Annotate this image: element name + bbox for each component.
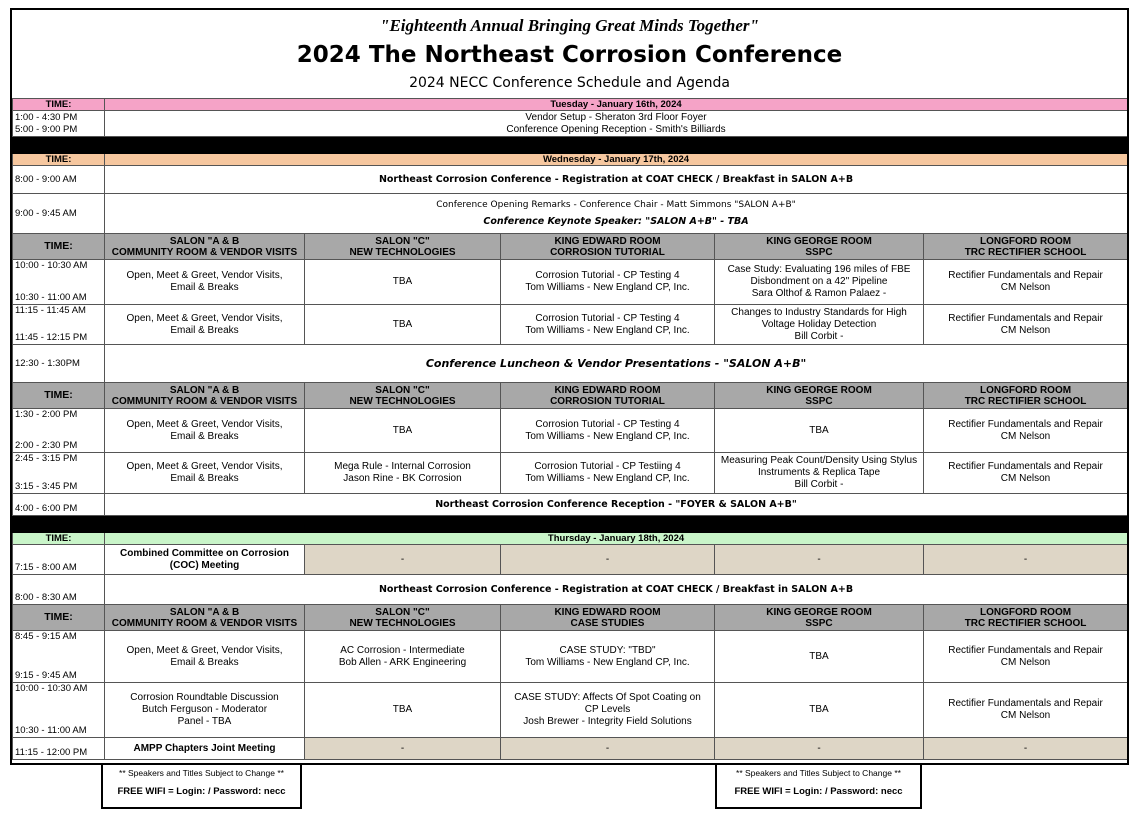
session-salon-c: TBA: [305, 683, 501, 738]
ampp-row: [13, 738, 1128, 760]
room-salon-c: SALON "C" NEW TECHNOLOGIES: [305, 383, 501, 409]
session-salon-ab: Open, Meet & Greet, Vendor Visits, Email & Breaks: [105, 631, 305, 683]
session-row: [13, 111, 1128, 137]
time-slot: 1:00 - 4:30 PM 5:00 - 9:00 PM: [13, 111, 105, 137]
agenda-header: [12, 10, 1127, 98]
room-longford: LONGFORD ROOM TRC RECTIFIER SCHOOL: [924, 383, 1128, 409]
slot-end: 3:15 - 3:45 PM: [15, 481, 78, 492]
session-king-george: Case Study: Evaluating 196 miles of FBE Disbondment on a 42" Pipeline Sara Olthof & Ramon Palaez -: [715, 260, 924, 305]
session-longford: Rectifier Fundamentals and Repair CM Nelson: [924, 409, 1128, 453]
room-longford: LONGFORD ROOM TRC RECTIFIER SCHOOL: [924, 605, 1128, 631]
session-king-edward: CASE STUDY: "TBD" Tom Williams - New England CP, Inc.: [501, 631, 715, 683]
keynote-speaker: Conference Keynote Speaker: "SALON A+B" - TBA: [483, 216, 749, 227]
empty-cell: -: [715, 545, 924, 575]
reception-row: [13, 494, 1128, 516]
footer-note-right: [715, 765, 922, 809]
schedule-table: [12, 98, 1128, 760]
session-king-george: TBA: [715, 683, 924, 738]
slot-end: 10:30 - 11:00 AM: [15, 725, 87, 736]
session-row: [13, 260, 1128, 305]
room-king-edward: KING EDWARD ROOM CASE STUDIES: [501, 605, 715, 631]
room-king-george: KING GEORGE ROOM SSPC: [715, 605, 924, 631]
separator-row: [13, 516, 1128, 533]
registration-row: [13, 166, 1128, 194]
time-header: TIME:: [13, 234, 105, 260]
time-slot: 12:30 - 1:30PM: [13, 345, 105, 383]
slot-start: 10:00 - 10:30 AM: [15, 260, 88, 271]
empty-cell: -: [501, 738, 715, 760]
day-row-tuesday: [13, 99, 1128, 111]
session-salon-ab: Corrosion Roundtable Discussion Butch Ferguson - Moderator Panel - TBA: [105, 683, 305, 738]
event: Northeast Corrosion Conference Reception - "FOYER & SALON A+B": [105, 494, 1128, 516]
time-slot: 9:00 - 9:45 AM: [13, 194, 105, 234]
slot-end: 10:30 - 11:00 AM: [15, 292, 87, 303]
room-king-george: KING GEORGE ROOM SSPC: [715, 383, 924, 409]
room-header-row: [13, 605, 1128, 631]
slot-start: 2:45 - 3:15 PM: [15, 453, 78, 464]
day-label: Thursday - January 18th, 2024: [105, 533, 1128, 545]
time-slot: [13, 453, 105, 494]
separator-row: [13, 137, 1128, 154]
slot-end: 2:00 - 2:30 PM: [15, 440, 78, 451]
time-header: TIME:: [13, 605, 105, 631]
slot-start: 11:15 - 11:45 AM: [15, 305, 86, 316]
empty-cell: -: [305, 545, 501, 575]
registration-row: [13, 575, 1128, 605]
footer-note-left: [101, 765, 302, 809]
session-king-edward: Corrosion Tutorial - CP Testing 4 Tom Williams - New England CP, Inc.: [501, 260, 715, 305]
speakers-note: ** Speakers and Titles Subject to Change **: [736, 768, 901, 778]
session-row: [13, 409, 1128, 453]
agenda-subheading: 2024 NECC Conference Schedule and Agenda: [409, 75, 730, 91]
time-slot: [13, 305, 105, 345]
session-salon-c: TBA: [305, 305, 501, 345]
empty-cell: -: [924, 738, 1128, 760]
room-salon-ab: SALON "A & B COMMUNITY ROOM & VENDOR VISITS: [105, 383, 305, 409]
time-header: TIME:: [13, 383, 105, 409]
day-label: Wednesday - January 17th, 2024: [105, 154, 1128, 166]
time-slot: [13, 260, 105, 305]
empty-cell: -: [715, 738, 924, 760]
session-salon-c: Mega Rule - Internal Corrosion Jason Rine - BK Corrosion: [305, 453, 501, 494]
time-slot: 4:00 - 6:00 PM: [13, 494, 105, 516]
session-king-george: Changes to Industry Standards for High Voltage Holiday Detection Bill Corbit -: [715, 305, 924, 345]
wifi-info: FREE WIFI = Login: / Password: necc: [117, 786, 286, 797]
day-row-thursday: [13, 533, 1128, 545]
time-slot: [13, 683, 105, 738]
ampp-meeting: AMPP Chapters Joint Meeting: [105, 738, 305, 760]
session-longford: Rectifier Fundamentals and Repair CM Nelson: [924, 683, 1128, 738]
slot-end: 11:45 - 12:15 PM: [15, 332, 88, 343]
slot-start: 8:45 - 9:15 AM: [15, 631, 77, 642]
session-row: [13, 453, 1128, 494]
day-row-wednesday: [13, 154, 1128, 166]
room-longford: LONGFORD ROOM TRC RECTIFIER SCHOOL: [924, 234, 1128, 260]
separator: [13, 137, 1128, 154]
session-king-edward: Corrosion Tutorial - CP Testiing 4 Tom Williams - New England CP, Inc.: [501, 453, 715, 494]
speakers-note: ** Speakers and Titles Subject to Change **: [119, 768, 284, 778]
event: Conference Luncheon & Vendor Presentations - "SALON A+B": [105, 345, 1128, 383]
time-slot: 7:15 - 8:00 AM: [13, 545, 105, 575]
time-slot: 8:00 - 8:30 AM: [13, 575, 105, 605]
session-row: [13, 631, 1128, 683]
room-king-edward: KING EDWARD ROOM CORROSION TUTORIAL: [501, 383, 715, 409]
opening-row: [13, 194, 1128, 234]
session-salon-ab: Open, Meet & Greet, Vendor Visits, Email & Breaks: [105, 260, 305, 305]
session-king-edward: Corrosion Tutorial - CP Testing 4 Tom Williams - New England CP, Inc.: [501, 409, 715, 453]
session-longford: Rectifier Fundamentals and Repair CM Nelson: [924, 305, 1128, 345]
empty-cell: -: [305, 738, 501, 760]
session-row: [13, 683, 1128, 738]
session-row: [13, 305, 1128, 345]
day-label: Tuesday - January 16th, 2024: [105, 99, 1128, 111]
committee-row: [13, 545, 1128, 575]
time-slot: [13, 631, 105, 683]
session-king-george: TBA: [715, 631, 924, 683]
empty-cell: -: [501, 545, 715, 575]
session-salon-ab: Open, Meet & Greet, Vendor Visits, Email & Breaks: [105, 409, 305, 453]
agenda-frame: [10, 8, 1129, 765]
session-longford: Rectifier Fundamentals and Repair CM Nelson: [924, 260, 1128, 305]
room-salon-c: SALON "C" NEW TECHNOLOGIES: [305, 605, 501, 631]
session-salon-c: TBA: [305, 260, 501, 305]
time-header: TIME:: [13, 154, 105, 166]
session-king-edward: CASE STUDY: Affects Of Spot Coating on CP Levels Josh Brewer - Integrity Field Solutions: [501, 683, 715, 738]
conference-subtitle: "Eighteenth Annual Bringing Great Minds Together": [380, 16, 759, 35]
room-salon-ab: SALON "A & B COMMUNITY ROOM & VENDOR VISITS: [105, 605, 305, 631]
session-salon-c: AC Corrosion - Intermediate Bob Allen - ARK Engineering: [305, 631, 501, 683]
time-header: TIME:: [13, 533, 105, 545]
event: Northeast Corrosion Conference - Registration at COAT CHECK / Breakfast in SALON A+B: [105, 166, 1128, 194]
wifi-info: FREE WIFI = Login: / Password: necc: [734, 786, 903, 797]
separator: [13, 516, 1128, 533]
session-longford: Rectifier Fundamentals and Repair CM Nelson: [924, 631, 1128, 683]
committee-meeting: Combined Committee on Corrosion (COC) Meeting: [105, 545, 305, 575]
conference-title: 2024 The Northeast Corrosion Conference: [296, 42, 843, 68]
room-header-row: [13, 234, 1128, 260]
slot-start: 10:00 - 10:30 AM: [15, 683, 88, 694]
time-slot: 8:00 - 9:00 AM: [13, 166, 105, 194]
lunch-row: [13, 345, 1128, 383]
time-slot: [13, 409, 105, 453]
slot-start: 1:30 - 2:00 PM: [15, 409, 78, 420]
session-salon-c: TBA: [305, 409, 501, 453]
session-longford: Rectifier Fundamentals and Repair CM Nelson: [924, 453, 1128, 494]
time-header: TIME:: [13, 99, 105, 111]
session-salon-ab: Open, Meet & Greet, Vendor Visits, Email & Breaks: [105, 305, 305, 345]
session-king-george: Measuring Peak Count/Density Using Stylus Instruments & Replica Tape Bill Corbit -: [715, 453, 924, 494]
session-king-george: TBA: [715, 409, 924, 453]
event: Vendor Setup - Sheraton 3rd Floor Foyer Conference Opening Reception - Smith's Billiards: [105, 111, 1128, 137]
time-slot: 11:15 - 12:00 PM: [13, 738, 105, 760]
room-salon-ab: SALON "A & B COMMUNITY ROOM & VENDOR VISITS: [105, 234, 305, 260]
room-header-row: [13, 383, 1128, 409]
session-salon-ab: Open, Meet & Greet, Vendor Visits, Email & Breaks: [105, 453, 305, 494]
event: Northeast Corrosion Conference - Registration at COAT CHECK / Breakfast in SALON A+B: [105, 575, 1128, 605]
room-king-george: KING GEORGE ROOM SSPC: [715, 234, 924, 260]
opening-remarks: [105, 194, 1128, 234]
session-king-edward: Corrosion Tutorial - CP Testing 4 Tom Williams - New England CP, Inc.: [501, 305, 715, 345]
room-salon-c: SALON "C" NEW TECHNOLOGIES: [305, 234, 501, 260]
opening-remarks-text: Conference Opening Remarks - Conference Chair - Matt Simmons "SALON A+B": [436, 200, 796, 210]
room-king-edward: KING EDWARD ROOM CORROSION TUTORIAL: [501, 234, 715, 260]
empty-cell: -: [924, 545, 1128, 575]
slot-end: 9:15 - 9:45 AM: [15, 670, 77, 681]
